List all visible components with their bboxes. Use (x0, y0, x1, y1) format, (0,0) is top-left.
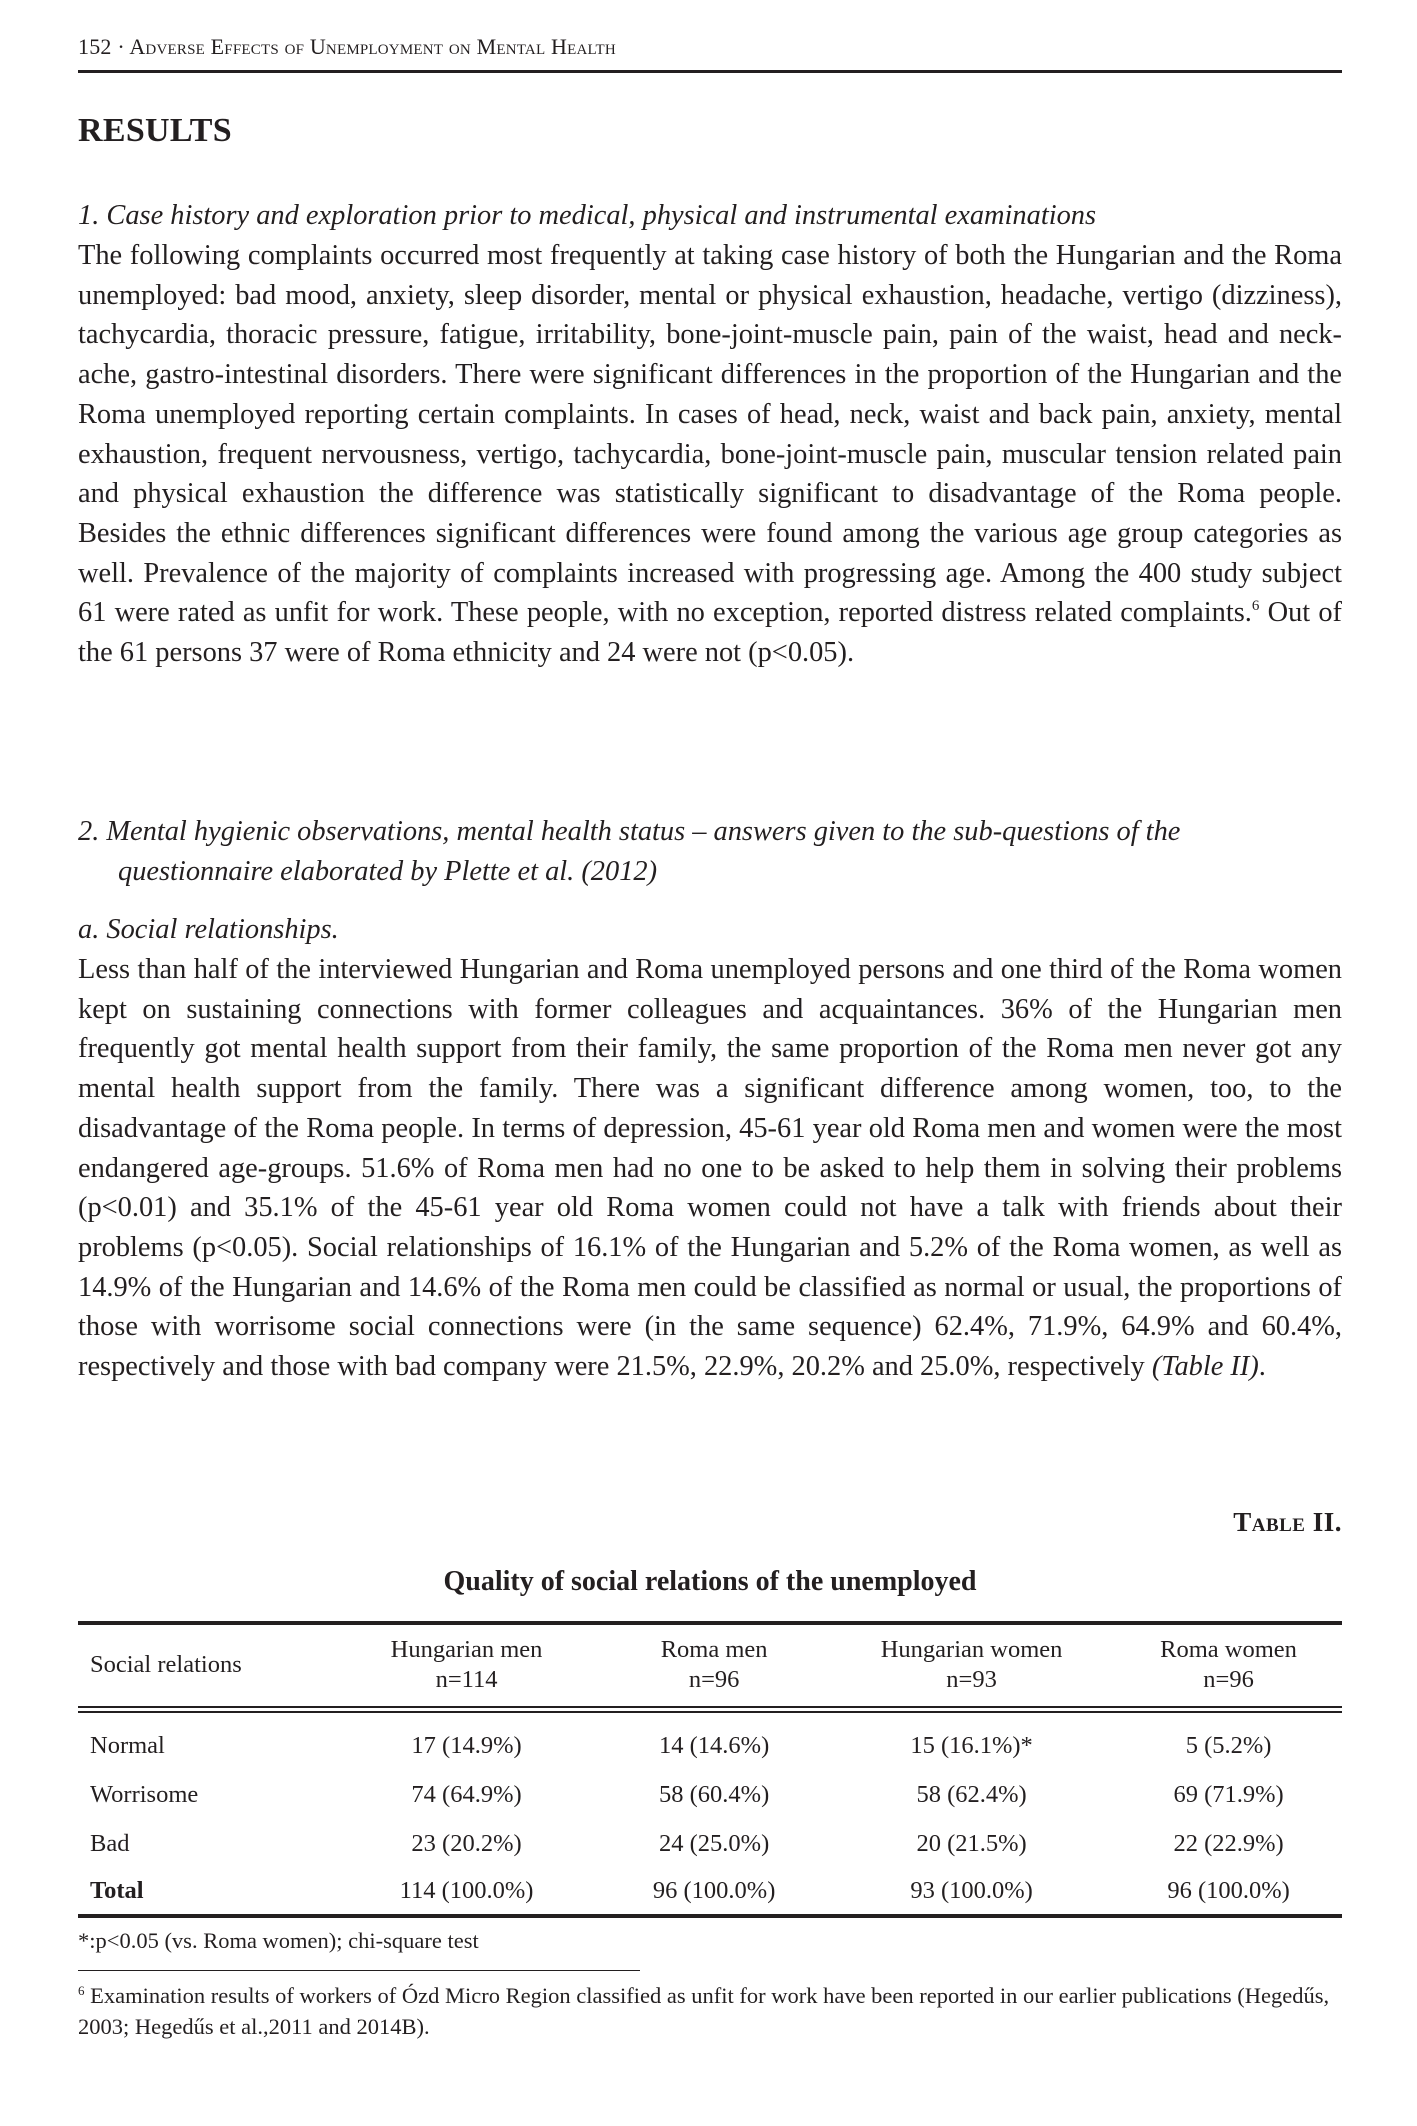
table-cell: 24 (25.0%) (659, 1829, 770, 1857)
table-cell: 96 (100.0%) (1115, 1868, 1342, 1916)
header-separator: · (117, 34, 125, 59)
paragraph-end: . (1258, 1351, 1266, 1383)
column-label: Roma women (1160, 1636, 1297, 1663)
column-header-roma-women (1115, 1623, 1342, 1710)
column-header-hungarian-men (333, 1623, 600, 1710)
column-label: Hungarian women (880, 1636, 1063, 1663)
table-cell: 20 (21.5%) (916, 1829, 1027, 1857)
table-row-bad (78, 1819, 1342, 1868)
row-label: Worrisome (90, 1780, 199, 1808)
column-header-roma-men (600, 1623, 828, 1710)
footnote-reference[interactable]: 6 (1251, 598, 1260, 615)
table-cell: 22 (22.9%) (1173, 1829, 1284, 1857)
table-cell: 69 (71.9%) (1173, 1780, 1284, 1808)
table-cell: 93 (100.0%) (828, 1868, 1115, 1916)
footnote-text: Examination results of workers of Ózd Micro Region classified as unfit for work have been reported in our earlier publications (Hegedűs, 2003; Hegedűs et al.,2011 and 2014B). (78, 1983, 1330, 2039)
table-label: Table II. (1233, 1507, 1342, 1537)
row-header-cell: Social relations (78, 1623, 333, 1710)
header-rule (78, 70, 1342, 73)
paragraph-text: The following complaints occurred most frequently at taking case history of both the Hungarian and the Roma unemployed: bad mood, anxiety, sleep disorder, mental or physical exhaustion, headache, vertigo (dizziness), tachycardia, thoracic pressure, fatigue, irritability, bone-joint-muscle pain, pain of the waist, head and neck-ache, gastro-intestinal disorders. There were significant differences in the proportion of the Hungarian and the Roma unemployed reporting certain complaints. In cases of head, neck, waist and back pain, anxiety, mental exhaustion, frequent nervousness, vertigo, tachycardia, bone-joint-muscle pain, muscular tension related pain and physical exhaustion the difference was statistically significant to disadvantage of the Roma people. Besides the ethnic differences significant differences were found among the various age group categories as well. Prevalence of the majority of complaints increased with progressing age. Among the 400 study subject 61 were rated as unfit for work. These people, with no exception, reported distress related complaints. (78, 240, 1342, 629)
social-relations-table (78, 1621, 1342, 1918)
table-note: *:p<0.05 (vs. Roma women); chi-square test (78, 1928, 479, 1953)
subsection-heading-1: 1. Case history and exploration prior to medical, physical and instrumental examinations (78, 200, 1097, 231)
subsection-heading-social: a. Social relationships. (78, 914, 339, 945)
column-n: n=96 (688, 1666, 740, 1693)
row-label: Bad (90, 1829, 130, 1857)
table-row-worrisome (78, 1770, 1342, 1819)
table-cell: 96 (100.0%) (600, 1868, 828, 1916)
table-cell: 14 (14.6%) (659, 1731, 770, 1759)
table-cell: 58 (62.4%) (916, 1780, 1027, 1808)
column-n: n=114 (435, 1666, 498, 1693)
column-n: n=93 (946, 1666, 997, 1693)
paragraph-text: Less than half of the interviewed Hungarian and Roma unemployed persons and one third of the Roma women kept on sustaining connections with former colleagues and acquaintances. 36% of the Hungarian men frequently got mental health support from their family, the same proportion of the Roma men never got any mental health support from the family. There was a significant difference among women, too, to the disadvantage of the Roma people. In terms of depression, 45-61 year old Roma men and women were the most endangered age-groups. 51.6% of Roma men had no one to be asked to help them in solving their problems (p<0.01) and 35.1% of the 45-61 year old Roma women could not have a talk with friends about their problems (p<0.05). Social relationships of 16.1% of the Hungarian and 5.2% of the Roma women, as well as 14.9% of the Hungarian and 14.6% of the Roma men could be classified as normal or usual, the proportions of those with worrisome social connections were (in the same sequence) 62.4%, 71.9%, 64.9% and 60.4%, respectively and those with bad company were 21.5%, 22.9%, 20.2% and 25.0%, respectively (78, 954, 1342, 1383)
table-cell: 17 (14.9%) (411, 1731, 522, 1759)
column-label: Roma men (660, 1636, 768, 1663)
page-number: 152 (78, 34, 112, 59)
paragraph-social-relationships (78, 950, 1342, 1387)
column-header-hungarian-women (828, 1623, 1115, 1710)
table-header-row (78, 1623, 1342, 1710)
subsection-heading-2: 2. Mental hygienic observations, mental health status – answers given to the sub-questions of the questionnaire elaborated by Plette et al. (2012) (78, 816, 1181, 887)
paragraph-text-continued: Out of the 61 persons 37 were of Roma ethnicity and 24 were not (p<0.05). (78, 597, 1342, 669)
footnote-separator (78, 1970, 640, 1971)
table-cell: 15 (16.1%)* (910, 1731, 1033, 1759)
running-title: Adverse Effects of Unemployment on Mental Health (129, 34, 616, 59)
table-cell: 74 (64.9%) (411, 1780, 522, 1808)
table-reference[interactable]: (Table II) (1151, 1351, 1259, 1383)
table-cell: 114 (100.0%) (333, 1868, 600, 1916)
column-label: Hungarian men (390, 1636, 543, 1663)
table-cell: 23 (20.2%) (411, 1829, 522, 1857)
table-cell: 5 (5.2%) (1185, 1731, 1272, 1759)
table-row-total (78, 1868, 1342, 1916)
running-header (78, 34, 616, 60)
column-n: n=96 (1203, 1666, 1254, 1693)
paragraph-case-history (78, 236, 1342, 673)
footnote (78, 1980, 1342, 2042)
footnote-number: 6 (78, 1983, 85, 1998)
table-title: Quality of social relations of the unemployed (443, 1566, 977, 1597)
row-label: Normal (90, 1731, 165, 1759)
table-cell: 58 (60.4%) (659, 1780, 770, 1808)
row-label: Total (78, 1868, 333, 1916)
section-title: RESULTS (78, 112, 232, 149)
table-row-normal (78, 1710, 1342, 1771)
